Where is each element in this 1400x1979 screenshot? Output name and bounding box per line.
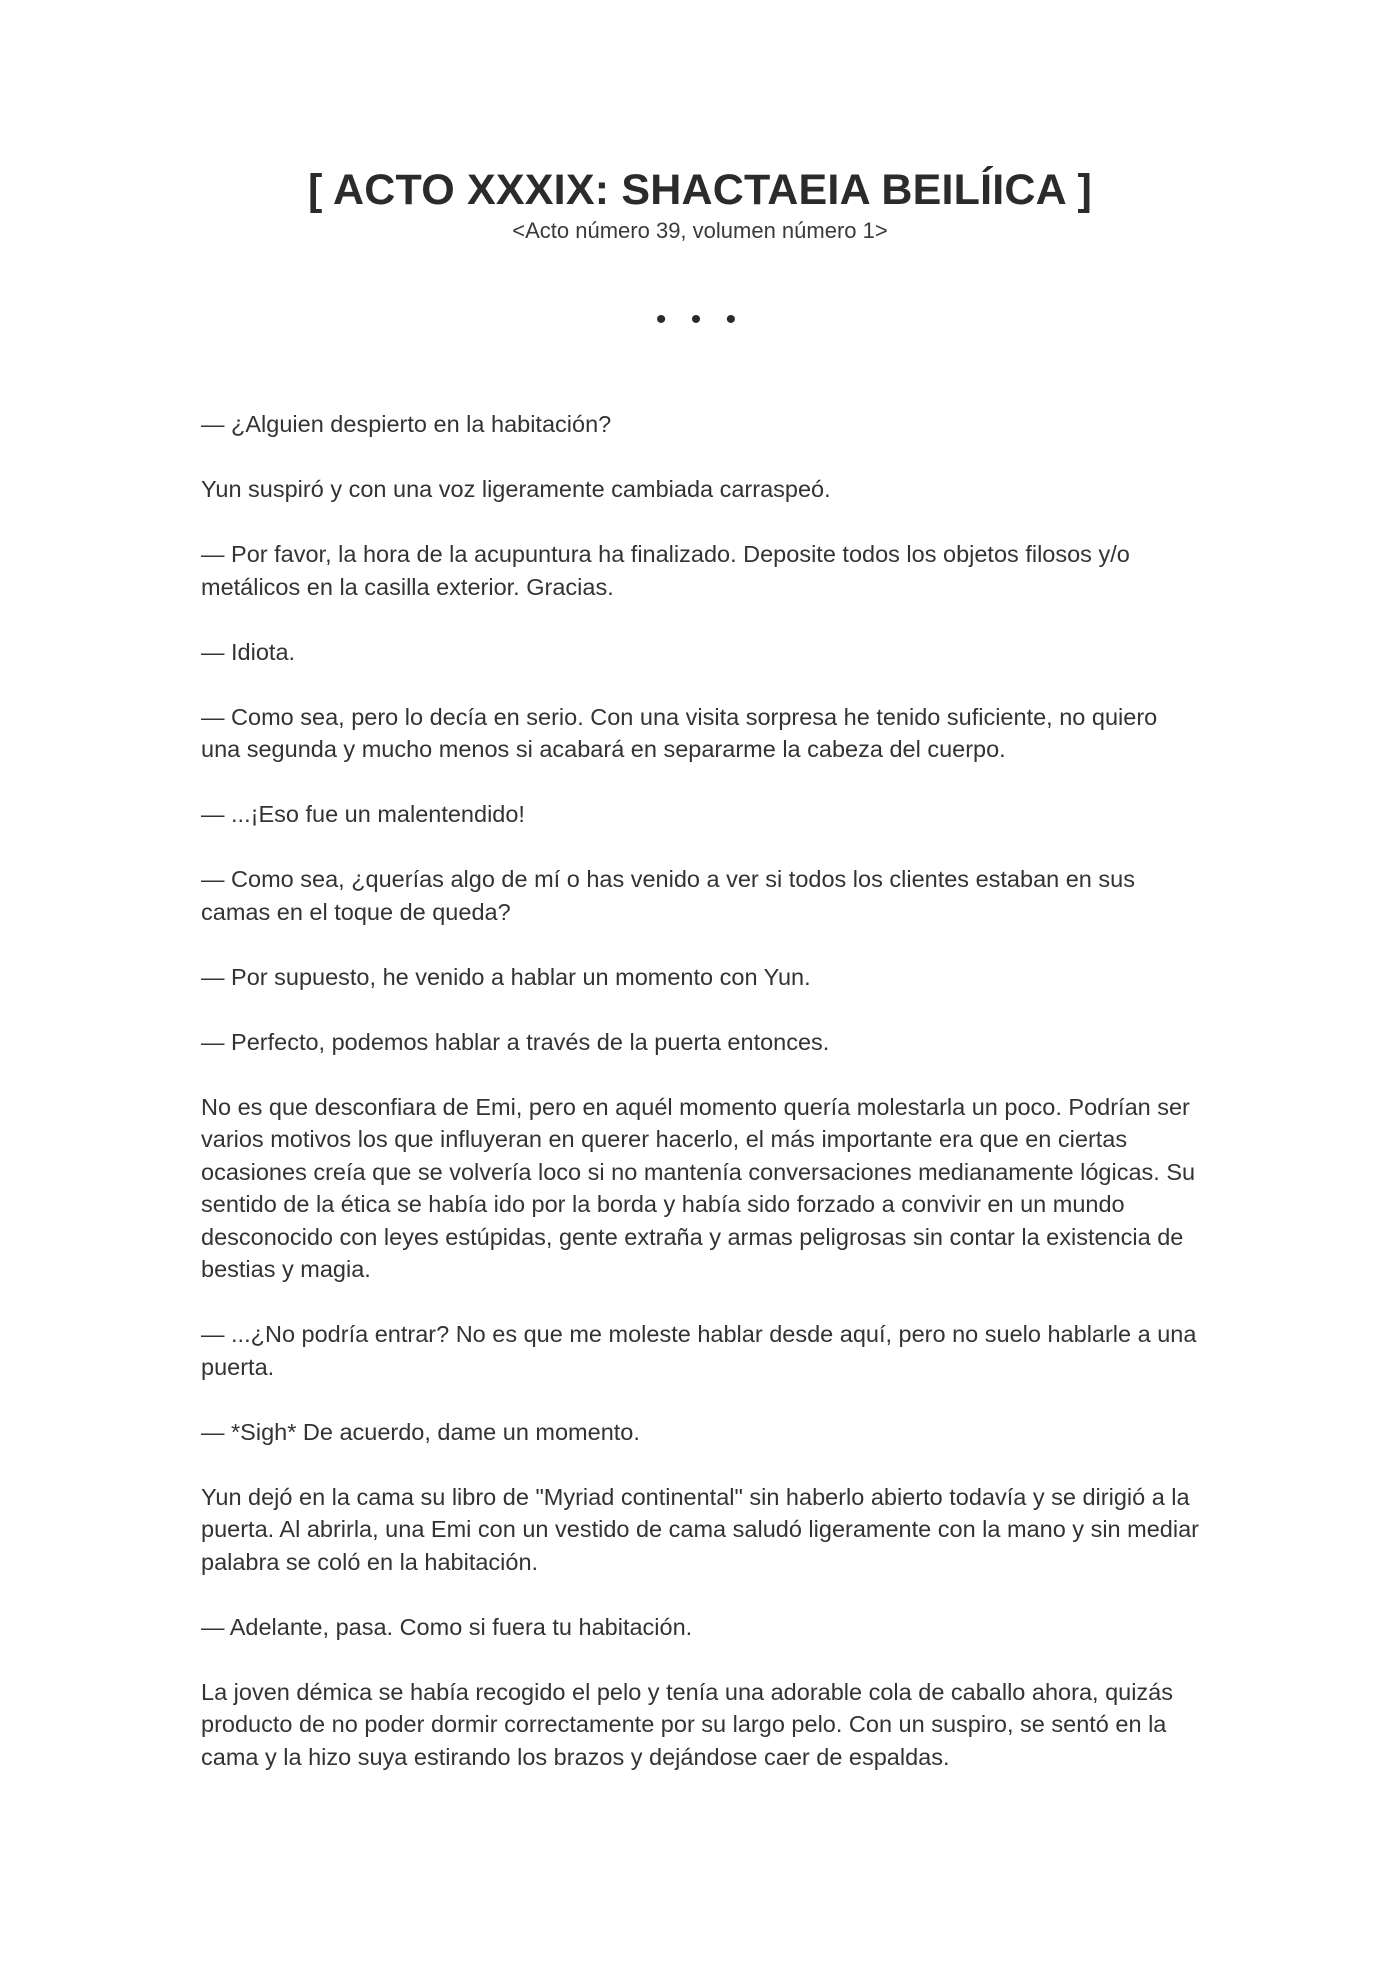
paragraph: — Por favor, la hora de la acupuntura ha finalizado. Deposite todos los objetos filosos y/o metálicos en la casilla exterior. Gracias.: [201, 541, 1130, 600]
paragraph: — ...¿No podría entrar? No es que me moleste hablar desde aquí, pero no suelo hablarle a una puerta.: [201, 1321, 1197, 1380]
paragraph: No es que desconfiara de Emi, pero en aquél momento quería molestarla un poco. Podrían ser varios motivos los que influyeran en querer hacerlo, el más importante era que en ciertas ocasiones creía que se volvería loco si no mantenía conversaciones medianamente lógicas. Su sentido de la ética se había ido por la borda y había sido forzado a convivir en un mundo desconocido con leyes estúpidas, gente extraña y armas peligrosas sin contar la existencia de bestias y magia.: [201, 1093, 1196, 1282]
chapter-title: [ ACTO XXXIX: SHACTAEIA BEILÍICA ]: [307, 166, 1092, 214]
paragraph: — ...¡Eso fue un malentendido!: [201, 801, 525, 827]
paragraph: — ¿Alguien despierto en la habitación?: [201, 411, 612, 437]
paragraph: — Como sea, pero lo decía en serio. Con una visita sorpresa he tenido suficiente, no quiero una segunda y mucho menos si acabará en separarme la cabeza del cuerpo.: [201, 703, 1158, 762]
paragraph: — Perfecto, podemos hablar a través de la puerta entonces.: [201, 1028, 830, 1055]
paragraph: Yun dejó en la cama su libro de "Myriad continental" sin haberlo abierto todavía y se dirigió a la puerta. Al abrirla, una Emi con un vestido de cama saludó ligeramente con la mano y sin mediar palabra se coló en la habitación.: [201, 1483, 1199, 1575]
chapter-subtitle: <Acto número 39, volumen número 1>: [512, 218, 888, 243]
paragraph: — *Sigh* De acuerdo, dame un momento.: [201, 1418, 640, 1445]
paragraph: La joven démica se había recogido el pelo y tenía una adorable cola de caballo ahora, quizás producto de no poder dormir correctamente por su largo pelo. Con un suspiro, se sentó en la cama y la hizo suya estirando los brazos y dejándose caer de espaldas.: [201, 1678, 1174, 1770]
paragraph: — Adelante, pasa. Como si fuera tu habitación.: [201, 1613, 693, 1640]
section-separator: • • •: [655, 303, 745, 336]
body-text: [201, 408, 1201, 1806]
paragraph: — Como sea, ¿querías algo de mí o has venido a ver si todos los clientes estaban en sus camas en el toque de queda?: [201, 866, 1135, 925]
paragraph: — Por supuesto, he venido a hablar un momento con Yun.: [201, 963, 811, 990]
paragraph: Yun suspiró y con una voz ligeramente cambiada carraspeó.: [201, 476, 831, 502]
paragraph: — Idiota.: [201, 638, 296, 665]
